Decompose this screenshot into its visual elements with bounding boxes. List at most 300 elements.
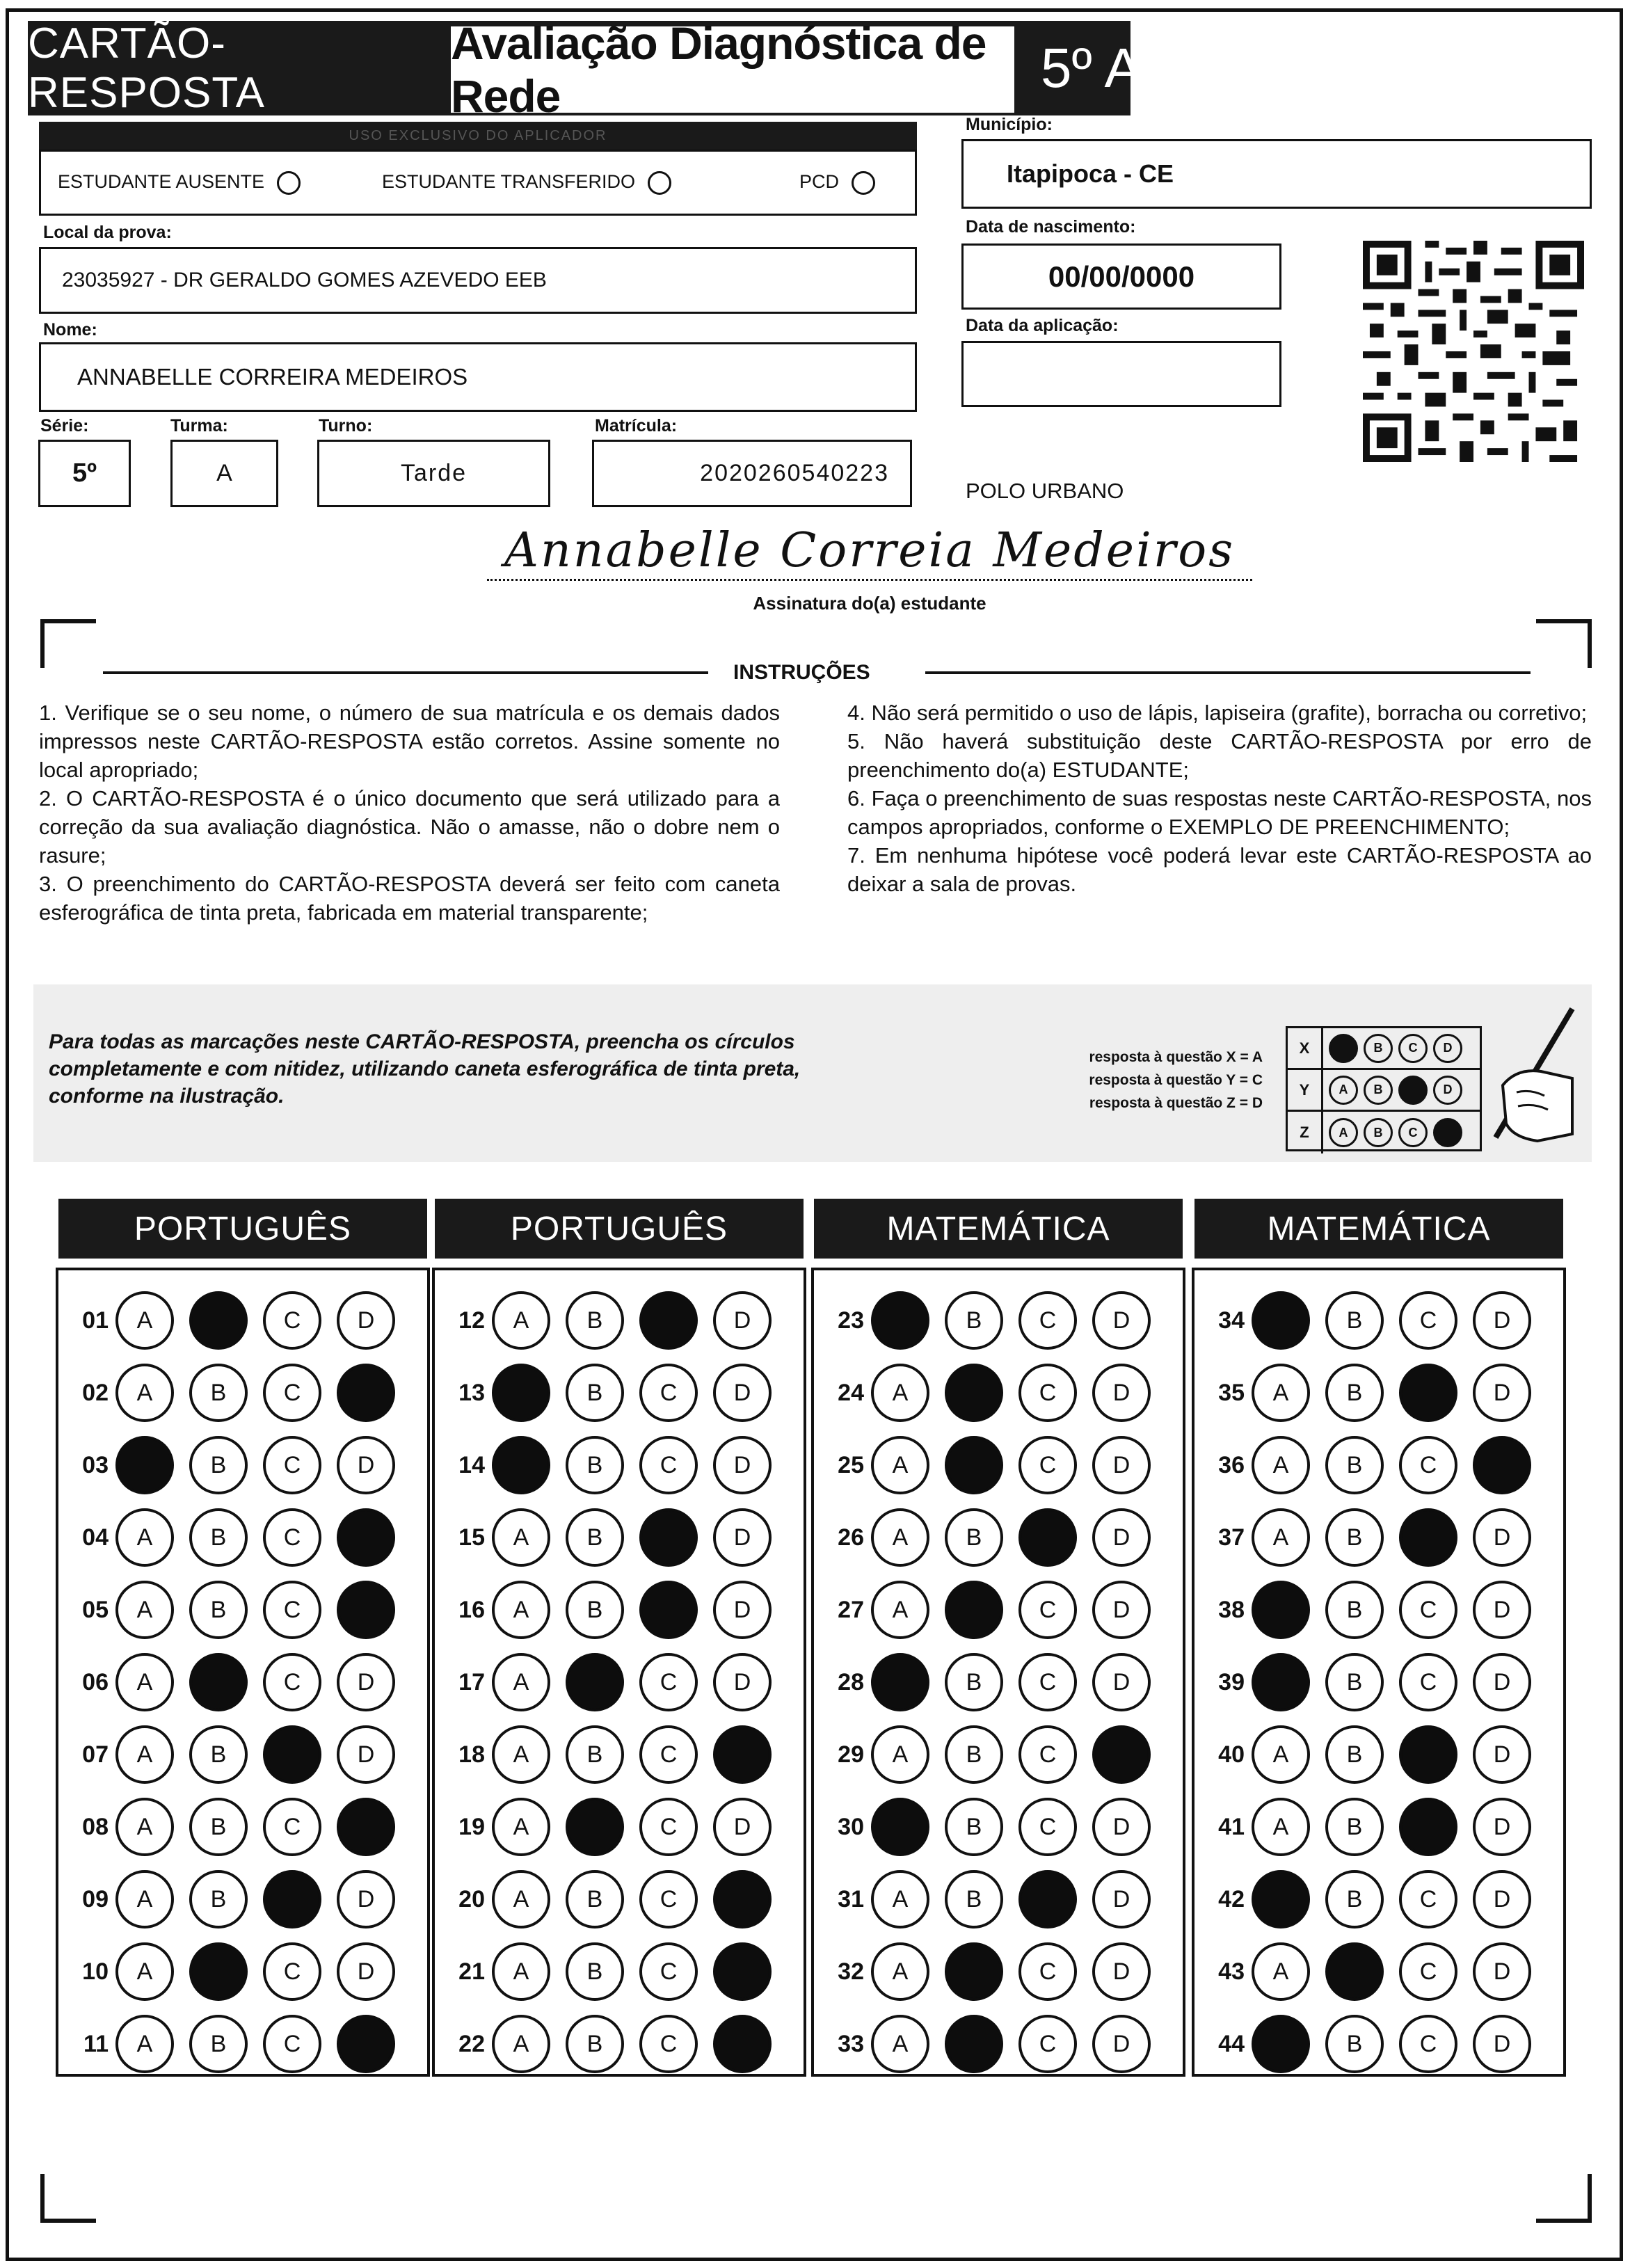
answer-bubble-b[interactable]: B xyxy=(1325,1436,1384,1494)
applicator-bar: USO EXCLUSIVO DO APLICADOR xyxy=(39,122,917,150)
answer-bubble-d[interactable]: D xyxy=(1092,1436,1151,1494)
question-row xyxy=(435,1284,772,1357)
question-row xyxy=(814,2008,1151,2080)
answer-bubble-d[interactable]: D xyxy=(713,1436,772,1494)
answer-bubble-a[interactable]: A xyxy=(115,2015,174,2073)
answer-bubble-d[interactable]: D xyxy=(1473,1798,1531,1856)
instruction-5: 5. Não haverá substituição deste CARTÃO-RESPOSTA por erro de preenchimento do(a) ESTUDANTE; xyxy=(847,729,1592,782)
answer-bubble-c[interactable] xyxy=(1018,1870,1077,1928)
answer-bubble-c[interactable]: C xyxy=(1399,1581,1457,1639)
question-row xyxy=(58,1284,395,1357)
applicator-box xyxy=(39,150,917,216)
answer-bubble-c[interactable]: C xyxy=(263,1798,321,1856)
answer-bubble-b[interactable] xyxy=(945,1364,1003,1422)
question-row xyxy=(1194,1863,1531,1935)
answer-bubble-b[interactable]: B xyxy=(1325,1870,1384,1928)
answer-bubble-b[interactable]: B xyxy=(189,1581,248,1639)
section-header: PORTUGUÊS xyxy=(435,1199,804,1259)
answer-bubble-a[interactable]: A xyxy=(492,1581,550,1639)
answer-bubble-d[interactable]: D xyxy=(1473,1581,1531,1639)
example-bubble: A xyxy=(1329,1076,1358,1105)
question-row xyxy=(435,1718,772,1791)
corner-mark-bottom-right xyxy=(1536,2174,1592,2223)
answer-bubble-d[interactable]: D xyxy=(1092,1508,1151,1567)
answer-bubble-d[interactable]: D xyxy=(1473,1653,1531,1711)
answer-bubble-b[interactable] xyxy=(189,1291,248,1350)
absent-option[interactable] xyxy=(58,171,301,195)
nascimento-label: Data de nascimento: xyxy=(966,217,1136,237)
question-number: 20 xyxy=(458,1885,485,1912)
municipio-label: Município: xyxy=(966,115,1053,134)
question-row xyxy=(1194,1935,1531,2008)
answer-bubble-b[interactable]: B xyxy=(189,1725,248,1784)
answer-bubble-b[interactable] xyxy=(945,1436,1003,1494)
grade-label: 5º ANO xyxy=(1041,37,1225,99)
example-bubble: C xyxy=(1398,1118,1428,1147)
instruction-4: 4. Não será permitido o uso de lápis, lapiseira (grafite), borracha ou corretivo; xyxy=(847,701,1588,725)
answer-bubble-b[interactable]: B xyxy=(189,1798,248,1856)
answer-bubble-a[interactable]: A xyxy=(492,2015,550,2073)
answer-bubble-c[interactable]: C xyxy=(639,1653,698,1711)
instruction-7: 7. Em nenhuma hipótese você poderá levar este CARTÃO-RESPOSTA ao deixar a sala de provas. xyxy=(847,843,1592,896)
question-number: 10 xyxy=(82,1958,109,1985)
answer-bubble-a[interactable]: A xyxy=(871,1870,929,1928)
answer-bubble-b[interactable] xyxy=(945,1581,1003,1639)
answer-bubble-a[interactable]: A xyxy=(1252,1436,1310,1494)
answer-bubble-c[interactable]: C xyxy=(1399,1870,1457,1928)
answer-bubble-c[interactable]: C xyxy=(1018,1653,1077,1711)
turma-label: Turma: xyxy=(170,416,228,436)
answer-bubble-b[interactable] xyxy=(1325,1942,1384,2001)
question-row xyxy=(814,1718,1151,1791)
answer-bubble-d[interactable] xyxy=(337,1581,395,1639)
answer-bubble-a[interactable]: A xyxy=(492,1725,550,1784)
question-number: 35 xyxy=(1218,1379,1245,1406)
sheet-title: CARTÃO-RESPOSTA xyxy=(28,19,266,117)
answer-bubble-d[interactable]: D xyxy=(1092,1364,1151,1422)
answer-bubble-c[interactable] xyxy=(639,1581,698,1639)
answer-bubble-b[interactable] xyxy=(189,1942,248,2001)
qr-code-icon xyxy=(1362,241,1585,462)
answer-bubble-a[interactable]: A xyxy=(1252,1364,1310,1422)
answer-bubble-c[interactable]: C xyxy=(639,1870,698,1928)
answer-bubble-d[interactable]: D xyxy=(1092,1653,1151,1711)
answer-bubble-d[interactable]: D xyxy=(713,1508,772,1567)
question-number: 08 xyxy=(82,1813,109,1840)
question-number: 12 xyxy=(458,1307,485,1334)
answer-bubble-c[interactable] xyxy=(639,1291,698,1350)
answer-bubble-d[interactable]: D xyxy=(1473,1364,1531,1422)
answer-bubble-a[interactable]: A xyxy=(115,1798,174,1856)
answer-bubble-b[interactable]: B xyxy=(189,2015,248,2073)
name-value: ANNABELLE CORREIRA MEDEIROS xyxy=(77,364,468,390)
answer-bubble-a[interactable] xyxy=(871,1291,929,1350)
example-row xyxy=(1288,1112,1480,1153)
example-key-y: resposta à questão Y = C xyxy=(1089,1072,1263,1088)
answer-bubble-d[interactable]: D xyxy=(337,1870,395,1928)
serie-field xyxy=(38,440,131,507)
answer-bubble-b[interactable]: B xyxy=(1325,1581,1384,1639)
answer-bubble-b[interactable]: B xyxy=(945,1870,1003,1928)
question-number: 16 xyxy=(458,1596,485,1623)
question-row xyxy=(814,1574,1151,1646)
question-row xyxy=(435,1791,772,1863)
question-number: 15 xyxy=(458,1524,485,1551)
answer-bubble-b[interactable]: B xyxy=(566,1870,624,1928)
answer-bubble-b[interactable]: B xyxy=(945,1291,1003,1350)
answer-bubble-a[interactable] xyxy=(871,1653,929,1711)
answer-bubble-c[interactable]: C xyxy=(639,1942,698,2001)
question-row xyxy=(58,1646,395,1718)
answer-bubble-c[interactable]: C xyxy=(1018,1725,1077,1784)
answer-bubble-d[interactable]: D xyxy=(1092,1798,1151,1856)
answer-bubble-d[interactable]: D xyxy=(1092,1870,1151,1928)
answer-bubble-a[interactable]: A xyxy=(115,1942,174,2001)
answer-bubble-d[interactable]: D xyxy=(713,1581,772,1639)
answer-bubble-a[interactable] xyxy=(492,1436,550,1494)
example-row xyxy=(1288,1070,1480,1112)
absent-circle[interactable] xyxy=(277,171,301,195)
answer-bubble-a[interactable]: A xyxy=(115,1364,174,1422)
answer-bubble-d[interactable]: D xyxy=(1473,1725,1531,1784)
answer-bubble-b[interactable] xyxy=(945,2015,1003,2073)
answer-bubble-a[interactable]: A xyxy=(115,1581,174,1639)
question-row xyxy=(1194,1501,1531,1574)
answer-bubble-c[interactable]: C xyxy=(263,1942,321,2001)
answer-bubble-d[interactable] xyxy=(713,1725,772,1784)
answer-bubble-d[interactable]: D xyxy=(1092,1581,1151,1639)
question-number: 34 xyxy=(1218,1307,1245,1334)
matricula-label: Matrícula: xyxy=(595,416,678,436)
answer-bubble-c[interactable] xyxy=(1399,1725,1457,1784)
answer-bubble-a[interactable]: A xyxy=(115,1725,174,1784)
answer-bubble-c[interactable] xyxy=(639,1508,698,1567)
example-bubble xyxy=(1433,1118,1462,1147)
question-number: 43 xyxy=(1218,1958,1245,1985)
question-row xyxy=(58,1935,395,2008)
section-header: PORTUGUÊS xyxy=(58,1199,427,1259)
answer-bubble-b[interactable]: B xyxy=(945,1653,1003,1711)
answer-bubble-d[interactable] xyxy=(713,1942,772,2001)
answer-bubble-b[interactable]: B xyxy=(566,1364,624,1422)
example-bubble: A xyxy=(1329,1118,1358,1147)
question-number: 23 xyxy=(838,1307,864,1334)
pcd-label: PCD xyxy=(799,171,840,193)
answer-bubble-d[interactable] xyxy=(337,2015,395,2073)
answer-bubble-a[interactable]: A xyxy=(871,1942,929,2001)
aplicacao-label: Data da aplicação: xyxy=(966,316,1119,335)
answer-bubble-a[interactable] xyxy=(1252,1291,1310,1350)
turno-value: Tarde xyxy=(400,460,468,486)
question-number: 36 xyxy=(1218,1451,1245,1478)
answer-bubble-c[interactable] xyxy=(1399,1508,1457,1567)
answer-bubble-d[interactable] xyxy=(337,1364,395,1422)
answer-bubble-c[interactable]: C xyxy=(263,1291,321,1350)
question-number: 42 xyxy=(1218,1885,1245,1912)
example-bubble: B xyxy=(1364,1118,1393,1147)
answer-bubble-d[interactable]: D xyxy=(337,1942,395,2001)
local-field xyxy=(39,247,917,314)
answer-bubble-c[interactable]: C xyxy=(263,1508,321,1567)
answer-bubble-c[interactable]: C xyxy=(639,2015,698,2073)
answer-bubble-b[interactable] xyxy=(945,1942,1003,2001)
question-number: 09 xyxy=(82,1885,109,1912)
answer-bubble-b[interactable]: B xyxy=(945,1725,1003,1784)
answer-bubble-a[interactable]: A xyxy=(492,1653,550,1711)
answer-bubble-c[interactable]: C xyxy=(639,1436,698,1494)
answer-bubble-c[interactable] xyxy=(263,1725,321,1784)
question-row xyxy=(814,1357,1151,1429)
corner-mark-top-right xyxy=(1536,619,1592,668)
answer-bubble-c[interactable]: C xyxy=(263,1653,321,1711)
answer-bubble-a[interactable]: A xyxy=(492,1291,550,1350)
answer-bubble-d[interactable] xyxy=(1473,1436,1531,1494)
answer-bubble-c[interactable]: C xyxy=(1399,1291,1457,1350)
question-number: 19 xyxy=(458,1813,485,1840)
transferred-circle[interactable] xyxy=(648,171,671,195)
answer-bubble-b[interactable]: B xyxy=(945,1508,1003,1567)
question-row xyxy=(814,1501,1151,1574)
answer-bubble-d[interactable] xyxy=(337,1798,395,1856)
answer-bubble-a[interactable] xyxy=(1252,1653,1310,1711)
answer-bubble-d[interactable]: D xyxy=(713,1291,772,1350)
question-row xyxy=(435,1935,772,2008)
answer-bubble-c[interactable]: C xyxy=(263,1436,321,1494)
question-number: 28 xyxy=(838,1668,864,1695)
answer-bubble-d[interactable]: D xyxy=(1092,1291,1151,1350)
answer-bubble-b[interactable]: B xyxy=(566,1291,624,1350)
polo-label: POLO URBANO xyxy=(966,479,1124,503)
question-row xyxy=(435,1646,772,1718)
question-row xyxy=(814,1429,1151,1501)
turma-value: A xyxy=(216,460,232,486)
question-number: 37 xyxy=(1218,1524,1245,1551)
answer-bubble-b[interactable]: B xyxy=(1325,1725,1384,1784)
question-number: 13 xyxy=(458,1379,485,1406)
answer-bubble-b[interactable]: B xyxy=(1325,2015,1384,2073)
answer-bubble-a[interactable]: A xyxy=(115,1291,174,1350)
answer-bubble-c[interactable]: C xyxy=(1018,1581,1077,1639)
question-number: 27 xyxy=(838,1596,864,1623)
answer-bubble-b[interactable]: B xyxy=(189,1364,248,1422)
answer-bubble-b[interactable]: B xyxy=(566,1581,624,1639)
question-row xyxy=(58,2008,395,2080)
answer-bubble-c[interactable]: C xyxy=(1018,1291,1077,1350)
section-header: MATEMÁTICA xyxy=(1194,1199,1563,1259)
answer-bubble-a[interactable] xyxy=(115,1436,174,1494)
answer-bubble-d[interactable]: D xyxy=(713,1653,772,1711)
answer-bubble-a[interactable]: A xyxy=(1252,1798,1310,1856)
answer-bubble-d[interactable] xyxy=(337,1508,395,1567)
example-bubble: B xyxy=(1364,1076,1393,1105)
answer-bubble-d[interactable]: D xyxy=(713,1364,772,1422)
answer-bubble-d[interactable]: D xyxy=(337,1653,395,1711)
question-row xyxy=(814,1935,1151,2008)
answer-bubble-c[interactable] xyxy=(1018,1508,1077,1567)
answer-bubble-d[interactable]: D xyxy=(1473,1291,1531,1350)
answer-bubble-a[interactable]: A xyxy=(492,1798,550,1856)
example-row-label: Y xyxy=(1288,1070,1323,1110)
answer-bubble-b[interactable] xyxy=(566,1653,624,1711)
question-number: 31 xyxy=(838,1885,864,1912)
answer-bubble-c[interactable]: C xyxy=(1018,1942,1077,2001)
answer-bubble-b[interactable]: B xyxy=(566,1725,624,1784)
answer-bubble-d[interactable] xyxy=(713,1870,772,1928)
answer-bubble-a[interactable]: A xyxy=(115,1870,174,1928)
answer-bubble-a[interactable]: A xyxy=(871,1364,929,1422)
instructions-rule-left xyxy=(103,671,708,674)
answer-bubble-d[interactable] xyxy=(1092,1725,1151,1784)
answer-bubble-a[interactable] xyxy=(1252,1870,1310,1928)
answer-bubble-a[interactable]: A xyxy=(871,1508,929,1567)
question-number: 32 xyxy=(838,1958,864,1985)
answer-bubble-b[interactable]: B xyxy=(189,1508,248,1567)
answer-bubble-a[interactable] xyxy=(492,1364,550,1422)
question-row xyxy=(814,1791,1151,1863)
answer-bubble-a[interactable]: A xyxy=(871,2015,929,2073)
section-header: MATEMÁTICA xyxy=(814,1199,1183,1259)
question-row xyxy=(814,1863,1151,1935)
question-number: 22 xyxy=(458,2030,485,2057)
answer-bubble-b[interactable]: B xyxy=(566,1508,624,1567)
section-answer-box xyxy=(811,1268,1185,2077)
answer-bubble-d[interactable]: D xyxy=(1092,2015,1151,2073)
answer-bubble-a[interactable]: A xyxy=(1252,1508,1310,1567)
answer-bubble-b[interactable]: B xyxy=(566,1942,624,2001)
answer-bubble-a[interactable]: A xyxy=(492,1508,550,1567)
question-number: 06 xyxy=(82,1668,109,1695)
answer-bubble-c[interactable]: C xyxy=(639,1798,698,1856)
question-row xyxy=(435,1574,772,1646)
transferred-option[interactable] xyxy=(382,171,671,195)
answer-bubble-a[interactable]: A xyxy=(1252,1942,1310,2001)
municipio-field xyxy=(961,139,1592,209)
answer-bubble-c[interactable]: C xyxy=(263,2015,321,2073)
fill-example-keys xyxy=(1033,1046,1263,1115)
answer-bubble-d[interactable] xyxy=(713,2015,772,2073)
question-row xyxy=(1194,2008,1531,2080)
transferred-label: ESTUDANTE TRANSFERIDO xyxy=(382,171,636,193)
answer-bubble-c[interactable]: C xyxy=(263,1364,321,1422)
answer-bubble-b[interactable]: B xyxy=(1325,1364,1384,1422)
answer-bubble-d[interactable]: D xyxy=(337,1291,395,1350)
answer-bubble-c[interactable]: C xyxy=(1018,1798,1077,1856)
answer-bubble-c[interactable]: C xyxy=(1399,1436,1457,1494)
answer-bubble-c[interactable]: C xyxy=(1018,1436,1077,1494)
example-row-label: Z xyxy=(1288,1112,1323,1153)
answer-bubble-b[interactable]: B xyxy=(566,1436,624,1494)
answer-bubble-a[interactable] xyxy=(1252,1581,1310,1639)
answer-bubble-d[interactable]: D xyxy=(1473,2015,1531,2073)
answer-bubble-a[interactable]: A xyxy=(1252,1725,1310,1784)
answer-bubble-c[interactable]: C xyxy=(1399,1942,1457,2001)
name-label: Nome: xyxy=(43,320,97,340)
answer-bubble-c[interactable]: C xyxy=(639,1364,698,1422)
question-row xyxy=(58,1863,395,1935)
answer-bubble-b[interactable] xyxy=(189,1653,248,1711)
answer-bubble-a[interactable]: A xyxy=(115,1653,174,1711)
nascimento-value: 00/00/0000 xyxy=(1048,259,1195,293)
answer-bubble-a[interactable]: A xyxy=(115,1508,174,1567)
answer-bubble-c[interactable]: C xyxy=(1018,1364,1077,1422)
question-row xyxy=(1194,1429,1531,1501)
answer-bubble-a[interactable] xyxy=(871,1798,929,1856)
answer-bubble-b[interactable] xyxy=(566,1798,624,1856)
answer-bubble-b[interactable]: B xyxy=(1325,1798,1384,1856)
turno-field xyxy=(317,440,550,507)
answer-bubble-c[interactable]: C xyxy=(1399,2015,1457,2073)
answer-bubble-d[interactable]: D xyxy=(337,1725,395,1784)
serie-label: Série: xyxy=(40,416,89,436)
serie-value: 5º xyxy=(72,458,97,488)
question-number: 26 xyxy=(838,1524,864,1551)
answer-bubble-a[interactable]: A xyxy=(871,1581,929,1639)
answer-bubble-a[interactable]: A xyxy=(492,1942,550,2001)
signature-caption: Assinatura do(a) estudante xyxy=(753,593,986,614)
answer-bubble-c[interactable] xyxy=(263,1870,321,1928)
answer-bubble-d[interactable]: D xyxy=(1092,1942,1151,2001)
instruction-3: 3. O preenchimento do CARTÃO-RESPOSTA deverá ser feito com caneta esferográfica de tinta preta, fabricada em material transparente; xyxy=(39,872,780,925)
answer-bubble-c[interactable] xyxy=(1399,1364,1457,1422)
name-field xyxy=(39,342,917,412)
answer-bubble-b[interactable]: B xyxy=(189,1870,248,1928)
answer-bubble-a[interactable]: A xyxy=(871,1436,929,1494)
instructions-title: INSTRUÇÕES xyxy=(724,661,880,685)
answer-bubble-c[interactable]: C xyxy=(639,1725,698,1784)
answer-bubble-c[interactable] xyxy=(1399,1798,1457,1856)
answer-bubble-a[interactable]: A xyxy=(871,1725,929,1784)
question-number: 21 xyxy=(458,1958,485,1985)
example-bubble: C xyxy=(1398,1034,1428,1063)
answer-bubble-a[interactable] xyxy=(1252,2015,1310,2073)
fill-example-text: Para todas as marcações neste CARTÃO-RESPOSTA, preencha os círculos completamente e com nitidez, utilizando caneta esferográfica de tinta preta, conforme na ilustração. xyxy=(49,1030,801,1108)
example-key-z: resposta à questão Z = D xyxy=(1089,1095,1263,1111)
signature-line xyxy=(487,579,1252,581)
question-number: 17 xyxy=(458,1668,485,1695)
answer-bubble-d[interactable]: D xyxy=(1473,1508,1531,1567)
question-number: 14 xyxy=(458,1451,485,1478)
pcd-circle[interactable] xyxy=(852,171,875,195)
pcd-option[interactable] xyxy=(799,171,875,195)
answer-bubble-b[interactable]: B xyxy=(1325,1508,1384,1567)
answer-bubble-b[interactable]: B xyxy=(945,1798,1003,1856)
answer-bubble-d[interactable]: D xyxy=(337,1436,395,1494)
answer-bubble-d[interactable]: D xyxy=(1473,1942,1531,2001)
answer-bubble-b[interactable]: B xyxy=(1325,1653,1384,1711)
answer-bubble-b[interactable]: B xyxy=(189,1436,248,1494)
answer-bubble-c[interactable]: C xyxy=(1399,1653,1457,1711)
answer-bubble-c[interactable]: C xyxy=(1018,2015,1077,2073)
instruction-1: 1. Verifique se o seu nome, o número de sua matrícula e os demais dados impressos neste CARTÃO-RESPOSTA estão corretos. Assine somente no local apropriado; xyxy=(39,701,780,782)
question-number: 38 xyxy=(1218,1596,1245,1623)
question-row xyxy=(814,1284,1151,1357)
answer-bubble-a[interactable]: A xyxy=(492,1870,550,1928)
answer-bubble-d[interactable]: D xyxy=(713,1798,772,1856)
answer-bubble-d[interactable]: D xyxy=(1473,1870,1531,1928)
absent-label: ESTUDANTE AUSENTE xyxy=(58,171,265,193)
answer-bubble-b[interactable]: B xyxy=(1325,1291,1384,1350)
exam-title: Avaliação Diagnóstica de Rede xyxy=(451,26,1014,113)
question-number: 30 xyxy=(838,1813,864,1840)
question-row xyxy=(1194,1574,1531,1646)
question-number: 39 xyxy=(1218,1668,1245,1695)
question-row xyxy=(1194,1791,1531,1863)
answer-bubble-c[interactable]: C xyxy=(263,1581,321,1639)
section-answer-box xyxy=(432,1268,806,2077)
answer-bubble-b[interactable]: B xyxy=(566,2015,624,2073)
aplicacao-field xyxy=(961,341,1281,407)
question-row xyxy=(814,1646,1151,1718)
